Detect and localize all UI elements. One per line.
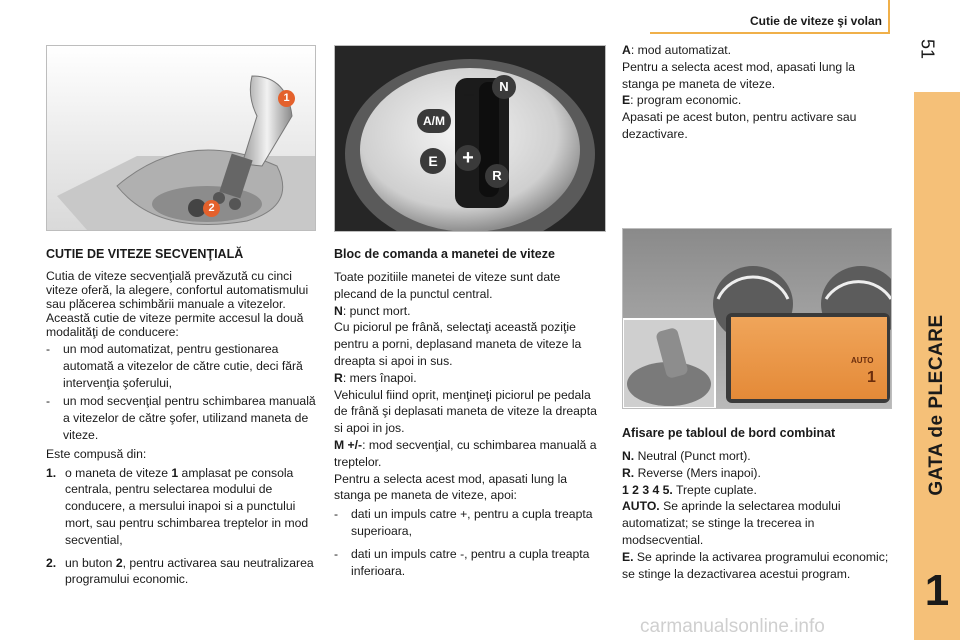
section-heading: CUTIE DE VITEZE SECVENŢIALĂ xyxy=(46,247,244,261)
list-item: - dati un impuls catre +, pentru a cupla treapta superioara, xyxy=(334,507,593,538)
paragraph: Pentru a selecta acest mod, apasati lung la stanga pe maneta de viteze. xyxy=(622,59,856,91)
paragraph: Cu piciorul pe frână, selectaţi această poziţie pentru a porni, deplasand maneta de viteze la dreapta si apoi in sus. xyxy=(334,320,582,368)
definition: AUTO. Se aprinde la selectarea modului automatizat; se stinge la trecerea in modsecvential. xyxy=(622,499,841,547)
economy-button: E xyxy=(420,148,446,174)
gate-label-minus: − xyxy=(463,85,475,105)
list-item: 2. un buton 2, pentru activarea sau neutralizarea programului economic. xyxy=(46,555,314,587)
definition: R. Reverse (Mers inapoi). xyxy=(622,465,761,480)
list-item: 1. o maneta de viteze 1 amplasat pe consola centrala, pentru selectarea modului de conducere, a mersului inapoi si a punctului mort, sau pentru schimbarea treptelor in mod secvential, xyxy=(46,465,309,547)
display-gear-indicator: 1 xyxy=(867,369,876,386)
section-heading: Afisare pe tabloul de bord combinat xyxy=(622,426,836,440)
display-auto-indicator: AUTO xyxy=(851,356,874,365)
list-item: - dati un impuls catre -, pentru a cupla treapta inferioara. xyxy=(334,546,590,578)
paragraph: Vehiculul fiind oprit, menţineţi piciorul pe pedala de frână şi deplasati maneta de viteze la dreapta si apoi in jos. xyxy=(334,387,597,436)
definition: E. Se aprinde la activarea programului economic; se stinge la dezactivarea acestui program. xyxy=(622,549,889,581)
paragraph: Apasati pe acest buton, pentru activare sau dezactivare. xyxy=(622,110,857,141)
gear-lever-figure xyxy=(46,45,316,231)
gate-label-r: R xyxy=(485,164,509,188)
watermark: carmanualsonline.info xyxy=(640,616,825,637)
chapter-title: GATA de PLECARE xyxy=(926,314,947,496)
page-number: 51 xyxy=(917,38,938,60)
definition: 1 2 3 4 5. Trepte cuplate. xyxy=(622,482,757,497)
dashboard-figure xyxy=(622,228,892,409)
list-item: - un mod automatizat, pentru gestionarea automată a vitezelor de către cutie, deci fără intervenţia şoferului, xyxy=(46,342,303,390)
column-3-top xyxy=(622,42,892,143)
header-rule xyxy=(650,32,888,34)
callout-2: 2 xyxy=(203,200,220,217)
column-2 xyxy=(334,247,604,581)
paragraph: N: punct mort. xyxy=(334,303,411,318)
column-1 xyxy=(46,247,316,590)
header-vertical-rule xyxy=(888,0,890,34)
gear-gate-figure xyxy=(334,45,606,232)
gate-label-plus: + xyxy=(455,145,481,171)
gate-label-n: N xyxy=(492,75,516,99)
chapter-number: 1 xyxy=(924,566,950,615)
paragraph: A: mod automatizat. xyxy=(622,43,732,57)
column-3-bottom xyxy=(622,426,892,582)
definition: N. Neutral (Punct mort). xyxy=(622,449,751,463)
paragraph: R: mers înapoi. xyxy=(334,370,417,385)
list-item: - un mod secvenţial pentru schimbarea manuală a vitezelor de către şofer, utilizand maneta de viteze. xyxy=(46,394,316,442)
intro-paragraph-2: Această cutie de viteze permite accesul la două modalităţi de conducere: xyxy=(46,311,304,339)
intro-paragraph: Cutia de viteze secvenţială prevăzută cu cinci viteze oferă, la alegere, confortul automatismului sau plăcerea schimbării manuale a vitezelor. xyxy=(46,269,309,311)
composed-label: Este compusă din: xyxy=(46,446,147,461)
section-heading: Bloc de comanda a manetei de viteze xyxy=(334,247,555,261)
paragraph: M +/-: mod secvenţial, cu schimbarea manuală a treptelor. xyxy=(334,437,597,469)
section-title: Cutie de viteze şi volan xyxy=(749,14,882,28)
paragraph: Toate pozitiile manetei de viteze sunt date plecand de la punctul central. xyxy=(334,270,561,301)
gate-label-am: A/M xyxy=(417,109,451,133)
paragraph: E: program economic. xyxy=(622,93,742,108)
callout-1: 1 xyxy=(278,90,295,107)
paragraph: Pentru a selecta acest mod, apasati lung la stanga pe maneta de viteze, apoi: xyxy=(334,471,568,503)
